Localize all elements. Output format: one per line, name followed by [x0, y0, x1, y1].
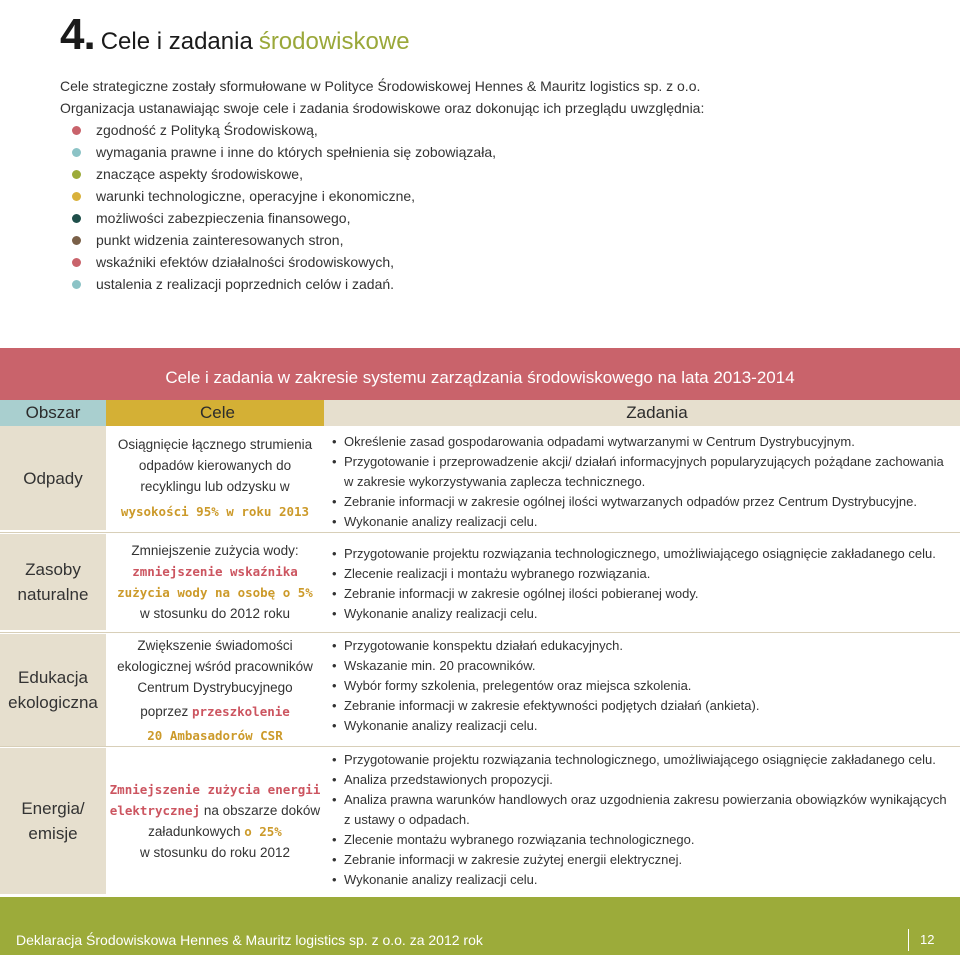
bullet-dot-icon: [72, 214, 81, 223]
goal-highlight: o 25%: [244, 824, 282, 839]
tasks-cell: [324, 748, 960, 894]
heading-title-part1: Cele i zadania: [100, 28, 253, 55]
footer-divider: [908, 929, 909, 951]
task-item: • Analiza prawna warunków handlowych oraz uzgodnienia zakresu powierzania obowiązków wynikających z ustawy o odpadach.: [344, 790, 950, 830]
bullet-dot-icon: [72, 192, 81, 201]
area-cell: Zasoby naturalne: [0, 534, 106, 630]
task-item: • Określenie zasad gospodarowania odpadami wytwarzanymi w Centrum Dystrybucyjnym.: [344, 432, 950, 452]
goal-highlight: elektrycznej: [109, 803, 201, 818]
area-cell: Energia/ emisje: [0, 748, 106, 894]
table-row: [0, 748, 960, 894]
row-divider: [0, 746, 960, 747]
goal-highlight: Zmniejszenie zużycia energii: [109, 782, 321, 797]
goal-highlight: zmniejszenie wskaźnika: [132, 564, 298, 579]
list-item: wymagania prawne i inne do których spełnienia się zobowiązała,: [96, 141, 950, 163]
task-item: • Wybór formy szkolenia, prelegentów oraz miejsca szkolenia.: [344, 676, 950, 696]
page-heading: [60, 10, 410, 60]
task-item: • Wykonanie analizy realizacji celu.: [344, 870, 950, 890]
goal-highlight: zużycia wody na osobę o 5%: [117, 585, 313, 600]
section-number: 4.: [60, 10, 95, 59]
goal-highlight: wysokości 95% w roku 2013: [120, 504, 310, 519]
goal-cell: Osiągnięcie łącznego strumienia odpadów kierowanych do recyklingu lub odzysku w wysokości 95% w roku 2013: [106, 426, 324, 530]
considerations-list: [60, 119, 950, 295]
list-item: warunki technologiczne, operacyjne i ekonomiczne,: [96, 185, 950, 207]
list-item: wskaźniki efektów działalności środowiskowych,: [96, 251, 950, 273]
table-row: [0, 634, 960, 746]
goal-cell: Zmniejszenie zużycia wody: zmniejszenie wskaźnika zużycia wody na osobę o 5% w stosunku do 2012 roku: [106, 534, 324, 630]
list-item: możliwości zabezpieczenia finansowego,: [96, 207, 950, 229]
footer-title: Deklaracja Środowiskowa Hennes & Mauritz logistics sp. z o.o. za 2012 rok: [16, 932, 483, 948]
task-item: • Wykonanie analizy realizacji celu.: [344, 512, 950, 532]
task-item: • Przygotowanie konspektu działań edukacyjnych.: [344, 636, 950, 656]
task-item: • Zebranie informacji w zakresie efektywności podjętych działań (ankieta).: [344, 696, 950, 716]
table-title-band: [0, 348, 960, 400]
bullet-dot-icon: [72, 236, 81, 245]
tasks-cell: [324, 634, 960, 746]
bullet-dot-icon: [72, 258, 81, 267]
task-item: • Wykonanie analizy realizacji celu.: [344, 716, 950, 736]
heading-title-part2: środowiskowe: [258, 28, 410, 55]
intro-section: [60, 75, 950, 295]
goal-cell: Zmniejszenie zużycia energii elektrycznej na obszarze doków załadunkowych o 25% w stosunku do roku 2012: [106, 748, 324, 894]
goal-highlight: przeszkolenie: [191, 703, 290, 719]
task-item: • Zebranie informacji w zakresie zużytej energii elektrycznej.: [344, 850, 950, 870]
table-row: [0, 426, 960, 530]
task-item: • Wykonanie analizy realizacji celu.: [344, 604, 950, 624]
bullet-dot-icon: [72, 148, 81, 157]
page-number: 12: [920, 932, 935, 947]
goal-cell: Zwiększenie świadomości ekologicznej wśród pracowników Centrum Dystrybucyjnego poprzez przeszkolenie 20 Ambasadorów CSR: [106, 634, 324, 746]
column-header-tasks: Zadania: [324, 400, 960, 426]
task-item: • Zlecenie realizacji i montażu wybranego rozwiązania.: [344, 564, 950, 584]
task-item: • Zebranie informacji w zakresie ogólnej ilości wytwarzanych odpadów przez Centrum Dystrybucyjne.: [344, 492, 950, 512]
task-item: • Przygotowanie i przeprowadzenie akcji/ działań informacyjnych popularyzujących pożądane zachowania w zakresie wykorzystywania zaplecza technicznego.: [344, 452, 950, 492]
task-item: • Przygotowanie projektu rozwiązania technologicznego, umożliwiającego osiągnięcie zakładanego celu.: [344, 544, 950, 564]
goal-highlight: 20 Ambasadorów CSR: [147, 727, 283, 743]
task-item: • Zebranie informacji w zakresie ogólnej ilości pobieranej wody.: [344, 584, 950, 604]
row-divider: [0, 532, 960, 533]
list-item: punkt widzenia zainteresowanych stron,: [96, 229, 950, 251]
tasks-cell: [324, 534, 960, 630]
page-footer: [0, 897, 960, 955]
list-item: zgodność z Polityką Środowiskową,: [96, 119, 950, 141]
area-cell: Odpady: [0, 426, 106, 530]
bullet-dot-icon: [72, 126, 81, 135]
list-item: ustalenia z realizacji poprzednich celów i zadań.: [96, 273, 950, 295]
area-cell: Edukacja ekologiczna: [0, 634, 106, 746]
table-title: Cele i zadania w zakresie systemu zarządzania środowiskowego na lata 2013-2014: [165, 368, 795, 387]
bullet-dot-icon: [72, 280, 81, 289]
task-item: • Przygotowanie projektu rozwiązania technologicznego, umożliwiającego osiągnięcie zakładanego celu.: [344, 750, 950, 770]
row-divider: [0, 632, 960, 633]
intro-line-2: Organizacja ustanawiając swoje cele i zadania środowiskowe oraz dokonując ich przeglądu uwzględnia:: [60, 100, 705, 116]
task-item: • Zlecenie montażu wybranego rozwiązania technologicznego.: [344, 830, 950, 850]
column-header-area: Obszar: [0, 400, 106, 426]
bullet-dot-icon: [72, 170, 81, 179]
table-row: [0, 534, 960, 630]
list-item: znaczące aspekty środowiskowe,: [96, 163, 950, 185]
column-header-goals: Cele: [106, 400, 324, 426]
tasks-cell: [324, 426, 960, 530]
task-item: • Wskazanie min. 20 pracowników.: [344, 656, 950, 676]
intro-line-1: Cele strategiczne zostały sformułowane w Polityce Środowiskowej Hennes & Mauritz logistics sp. z o.o.: [60, 78, 701, 94]
task-item: • Analiza przedstawionych propozycji.: [344, 770, 950, 790]
